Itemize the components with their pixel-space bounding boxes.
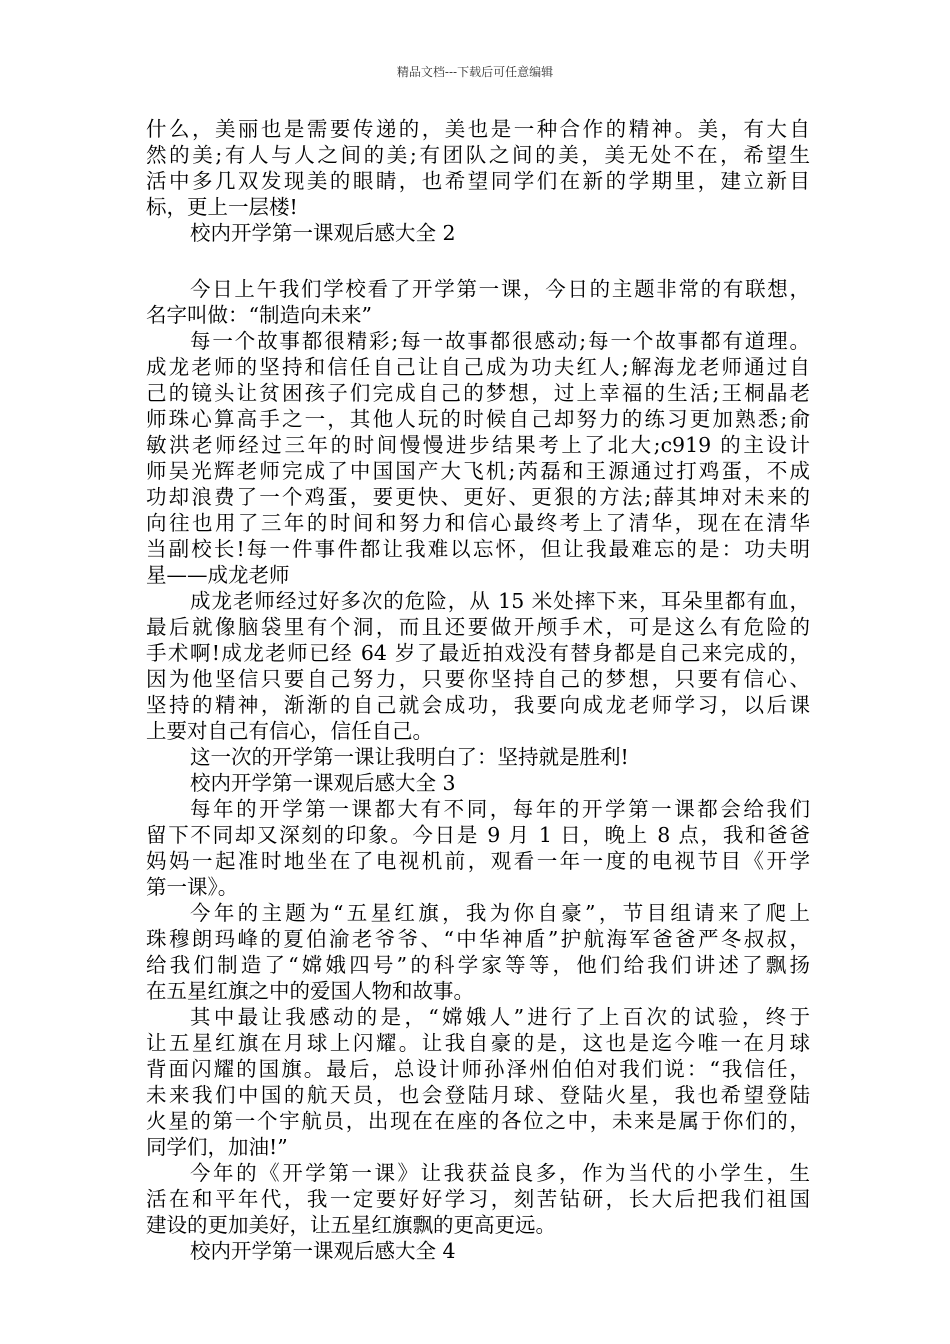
text-line: 最后就像脑袋里有个洞，而且还要做开颅手术，可是这么有危险的 <box>146 615 810 639</box>
text-line: 在五星红旗之中的爱国人物和故事。 <box>146 979 474 1003</box>
text-line: 留下不同却又深刻的印象。今日是 9 月 1 日，晚上 8 点，我和爸爸 <box>146 823 810 847</box>
text-line: 活在和平年代，我一定要好好学习，刻苦钻研，长大后把我们祖国 <box>146 1187 810 1211</box>
text-line: 背面闪耀的国旗。最后，总设计师孙泽州伯伯对我们说：“我信任， <box>146 1057 810 1081</box>
text-line: 活中多几双发现美的眼睛，也希望同学们在新的学期里，建立新目 <box>146 169 810 193</box>
text-line: 同学们，加油!” <box>146 1135 288 1159</box>
blank-line <box>146 246 810 276</box>
text-line: 珠穆朗玛峰的夏伯渝老爷爷、“中华神盾”护航海军爸爸严冬叔叔， <box>146 927 810 951</box>
section-heading: 校内开学第一课观后感大全 4 <box>190 1239 456 1263</box>
text-line: 标，更上一层楼! <box>146 195 298 219</box>
text-line: 什么，美丽也是需要传递的，美也是一种合作的精神。美，有大自 <box>146 117 810 141</box>
text-line: 让五星红旗在月球上闪耀。让我自豪的是，这也是迄今唯一在月球 <box>146 1031 810 1055</box>
text-line: 第一课》。 <box>146 875 239 899</box>
text-line: 成龙老师的坚持和信任自己让自己成为功夫红人;解海龙老师通过自 <box>146 355 810 379</box>
text-line: 今日上午我们学校看了开学第一课，今日的主题非常的有联想， <box>190 277 810 301</box>
document-body <box>146 116 810 1264</box>
text-line: 功却浪费了一个鸡蛋，要更快、更好、更狠的方法;薛其坤对未来的 <box>146 485 810 509</box>
section-heading: 校内开学第一课观后感大全 3 <box>190 771 456 795</box>
text-line: 向往也用了三年的时间和努力和信心最终考上了清华，现在在清华 <box>146 511 810 535</box>
text-line: 上要对自己有信心，信任自己。 <box>146 719 433 743</box>
text-line: 然的美;有人与人之间的美;有团队之间的美，美无处不在，希望生 <box>146 143 810 167</box>
text-line: 今年的主题为“五星红旗，我为你自豪”，节目组请来了爬上 <box>190 901 810 925</box>
text-line: 星——成龙老师 <box>146 563 290 587</box>
text-line: 敏洪老师经过三年的时间慢慢进步结果考上了北大;c919 的主设计 <box>146 433 810 457</box>
text-line: 其中最让我感动的是，“嫦娥人”进行了上百次的试验，终于 <box>190 1005 810 1029</box>
text-line: 火星的第一个宇航员，出现在在座的各位之中，未来是属于你们的， <box>146 1109 810 1133</box>
text-line: 成龙老师经过好多次的危险，从 15 米处摔下来，耳朵里都有血， <box>190 589 810 613</box>
section-heading: 校内开学第一课观后感大全 2 <box>190 221 456 245</box>
text-line: 师吴光辉老师完成了中国国产大飞机;芮磊和王源通过打鸡蛋，不成 <box>146 459 810 483</box>
text-line: 每年的开学第一课都大有不同，每年的开学第一课都会给我们 <box>190 797 810 821</box>
text-line: 名字叫做：“制造向未来” <box>146 303 372 327</box>
text-line: 当副校长!每一件事件都让我难以忘怀，但让我最难忘的是：功夫明 <box>146 537 810 561</box>
text-line: 这一次的开学第一课让我明白了：坚持就是胜利! <box>190 745 629 769</box>
page-header: 精品文档---下载后可任意编辑 <box>396 65 554 79</box>
text-line: 今年的《开学第一课》让我获益良多，作为当代的小学生，生 <box>190 1161 810 1185</box>
text-line: 因为他坚信只要自己努力，只要你坚持自己的梦想，只要有信心、 <box>146 667 810 691</box>
text-line: 未来我们中国的航天员，也会登陆月球、登陆火星，我也希望登陆 <box>146 1083 810 1107</box>
text-line: 师珠心算高手之一，其他人玩的时候自己却努力的练习更加熟悉;俞 <box>146 407 810 431</box>
text-line: 手术啊!成龙老师已经 64 岁了最近拍戏没有替身都是自己来完成的， <box>146 641 810 665</box>
text-line: 妈妈一起准时地坐在了电视机前，观看一年一度的电视节目《开学 <box>146 849 810 873</box>
text-line: 每一个故事都很精彩;每一故事都很感动;每一个故事都有道理。 <box>190 329 810 353</box>
text-line: 坚持的精神，渐渐的自己就会成功，我要向成龙老师学习，以后课 <box>146 693 810 717</box>
text-line: 给我们制造了“嫦娥四号”的科学家等等，他们给我们讲述了飘扬 <box>146 953 810 977</box>
text-line: 己的镜头让贫困孩子们完成自己的梦想，过上幸福的生活;王桐晶老 <box>146 381 810 405</box>
text-line: 建设的更加美好，让五星红旗飘的更高更远。 <box>146 1213 556 1237</box>
